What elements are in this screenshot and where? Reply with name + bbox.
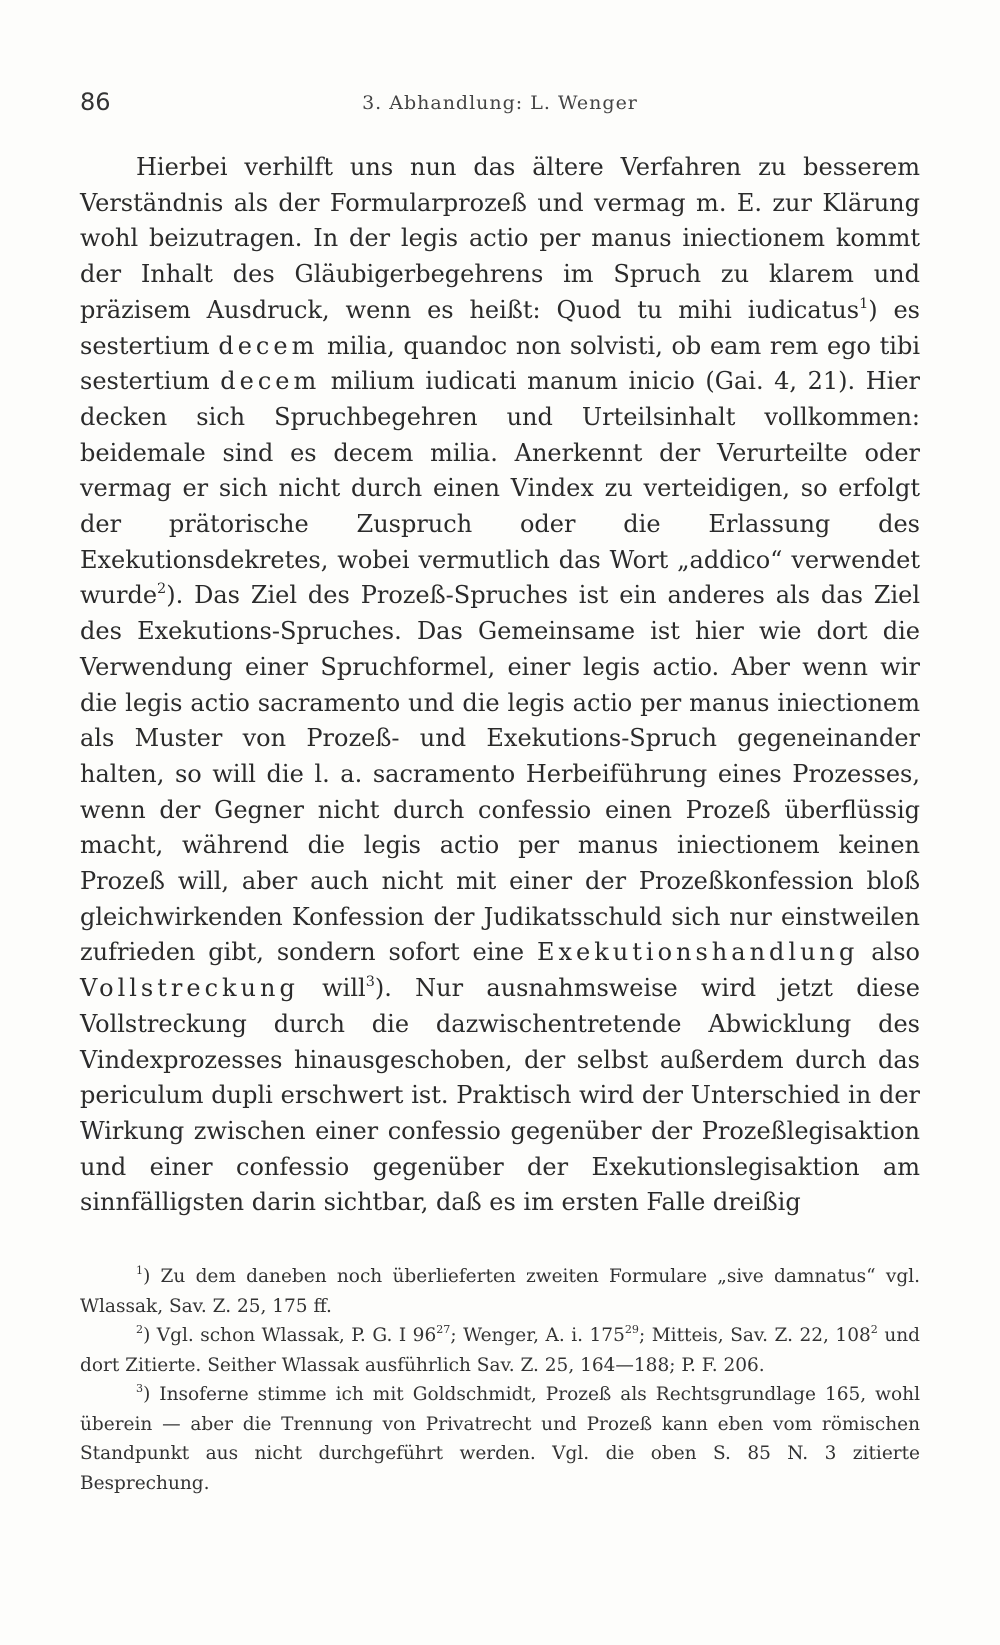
page-number: 86 — [80, 88, 111, 116]
footnote-ref-3: 3 — [365, 974, 375, 991]
text-run: will — [298, 974, 366, 1003]
text-run: ). Das Ziel des Prozeß-Spruches ist ein anderes als das Ziel des Exekutions-Spruches. Das Gemeinsame ist hier wie dort die Verwendung einer Spruchformel, einer legis actio. Aber wenn wir die legis actio sacramento und die legis actio per manus iniectionem als Muster von Prozeß- und Exekutions-Spruch gegeneinander halten, so will die l. a. sacramento Herbeiführung eines Prozesses, wenn der Gegner nicht durch confessio einen Prozeß überflüssig macht, während die legis actio per manus iniectionem keinen Prozeß will, aber auch nicht mit einer der Prozeßkonfession bloß gleichwirkenden Konfession der Judikatsschuld sich nur einstweilen zufrieden gibt, sondern sofort eine — [80, 581, 920, 967]
footnote-marker: 1 — [136, 1264, 144, 1278]
text-run: milium iudicati manum inicio (Gai. 4, 21). Hier decken sich Spruchbegehren und Urteilsinhalt vollkommen: beidemale sind es decem milia. Anerkennt der Verurteilte oder vermag er sich nicht durch einen Vindex zu verteidigen, so erfolgt der prätorische Zuspruch oder die Erlassung des Exekutionsdekretes, wobei vermutlich das Wort „addico“ verwendet wurde — [80, 367, 920, 610]
footnote-marker: 3 — [136, 1382, 144, 1396]
superscript: 29 — [624, 1323, 639, 1337]
footnote-2 — [80, 1321, 920, 1380]
footnote-3 — [80, 1380, 920, 1498]
text-run: Hierbei verhilft uns nun das ältere Verfahren zu besserem Verständnis als der Formularprozeß und vermag m. E. zur Klärung wohl beizutragen. In der legis actio per manus iniectionem kommt der Inhalt des Gläubigerbegehrens im Spruch zu klarem und präzisem Ausdruck, wenn es heißt: Quod tu mihi iudicatus — [80, 153, 920, 324]
footnotes — [80, 1262, 920, 1498]
main-text — [80, 150, 920, 1221]
footnote-text: ) Insoferne stimme ich mit Goldschmidt, Prozeß als Rechtsgrundlage 165, wohl überein — aber die Trennung von Privatrecht und Prozeß kann eben vom römischen Standpunkt aus nicht durchgeführt werden. Vgl. die oben S. 85 N. 3 zitierte Besprechung. — [80, 1384, 920, 1494]
emphasis-spaced: Exekutionshandlung — [537, 938, 859, 967]
footnote-text: ) Vgl. schon Wlassak, P. G. I 96 — [143, 1325, 437, 1346]
footnote-text: ; Wenger, A. i. 175 — [450, 1325, 625, 1346]
text-run: also — [858, 938, 920, 967]
footnote-text: und dort Zitierte. Seither Wlassak ausführlich Sav. Z. 25, 164—188; P. F. 206. — [80, 1325, 920, 1376]
text-run: ). Nur ausnahmsweise wird jetzt diese Vollstreckung durch die dazwischentretende Abwicklung des Vindexprozesses hinausgeschoben, der selbst außerdem durch das periculum dupli erschwert ist. Praktisch wird der Unterschied in der Wirkung zwischen einer confessio gegenüber der Prozeßlegisaktion und einer confessio gegenüber der Exekutionslegisaktion am sinnfälligsten darin sichtbar, daß es im ersten Falle dreißig — [80, 974, 920, 1217]
footnote-text: ; Mitteis, Sav. Z. 22, 108 — [638, 1325, 871, 1346]
footnote-1 — [80, 1262, 920, 1321]
footnote-text: ) Zu dem daneben noch überlieferten zweiten Formulare „sive damnatus“ vgl. Wlassak, Sav. Z. 25, 175 ff. — [80, 1266, 920, 1317]
footnote-marker: 2 — [136, 1323, 144, 1337]
running-head: 3. Abhandlung: L. Wenger — [362, 92, 638, 114]
footnote-ref-2: 2 — [157, 581, 167, 598]
main-paragraph — [80, 150, 920, 1221]
footnote-ref-1: 1 — [859, 295, 869, 312]
emphasis-spaced: decem — [218, 331, 319, 360]
superscript: 2 — [870, 1323, 878, 1337]
emphasis-spaced: decem — [220, 367, 321, 396]
text-run: milia, quandoc non solvisti, ob eam rem ego tibi sestertium — [80, 331, 920, 396]
emphasis-spaced: Vollstreckung — [80, 974, 299, 1003]
text-run: ) es sestertium — [80, 295, 921, 360]
superscript: 27 — [436, 1323, 451, 1337]
page-header — [80, 88, 920, 122]
